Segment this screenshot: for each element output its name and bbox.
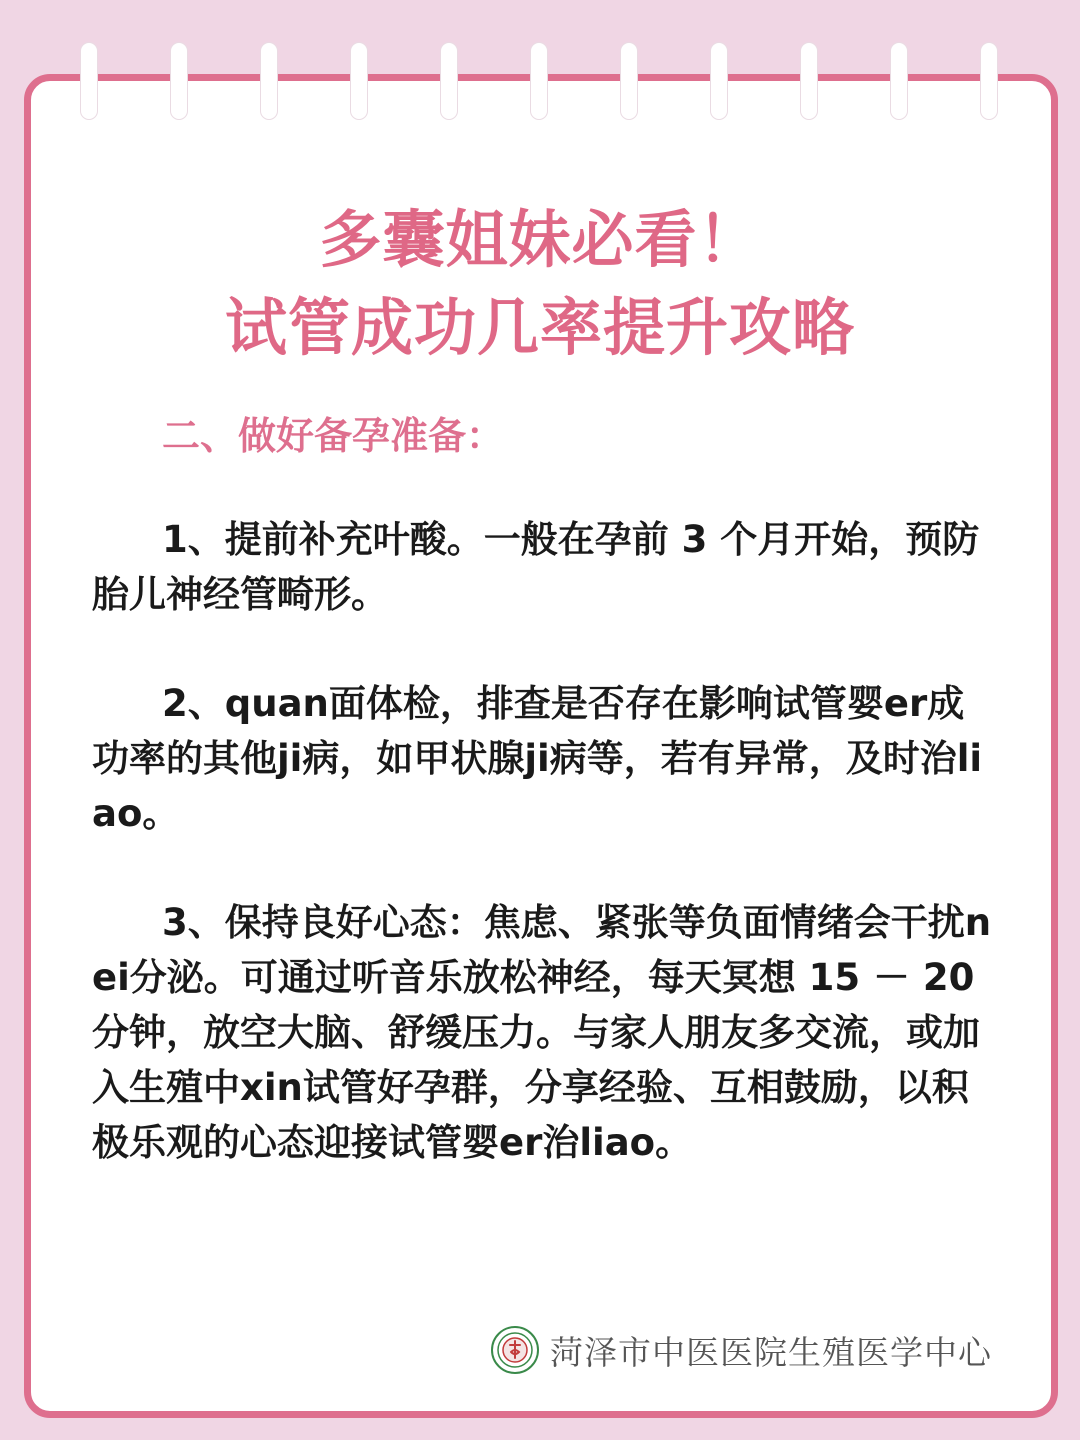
tip-paragraph-3: 3、保持良好心态：焦虑、紧张等负面情绪会干扰nei分泌。可通过听音乐放松神经，每天冥想 15 － 20 分钟，放空大脑、舒缓压力。与家人朋友多交流，或加入生殖中xin试管好孕群，分享经验、互相鼓励，以积极乐观的心态迎接试管婴er治liao。 — [92, 901, 992, 1164]
binder-ring — [980, 42, 998, 120]
binder-ring — [80, 42, 98, 120]
tip-paragraph-2: 2、quan面体检，排查是否存在影响试管婴er成功率的其他ji病，如甲状腺ji病等，若有异常，及时治liao。 — [92, 682, 983, 835]
binder-ring — [170, 42, 188, 120]
tip-paragraph-1: 1、提前补充叶酸。一般在孕前 3 个月开始，预防胎儿神经管畸形。 — [92, 518, 980, 616]
binder-ring — [350, 42, 368, 120]
hospital-logo-icon — [490, 1325, 540, 1375]
binder-rings — [0, 0, 1080, 140]
binder-ring — [530, 42, 548, 120]
section-heading: 二、做好备孕准备： — [162, 414, 505, 458]
binder-ring — [800, 42, 818, 120]
hospital-name: 菏泽市中医医院生殖医学中心 — [550, 1332, 992, 1372]
binder-ring — [260, 42, 278, 120]
binder-ring — [620, 42, 638, 120]
footer-signature — [490, 1322, 992, 1378]
binder-ring — [440, 42, 458, 120]
binder-ring — [710, 42, 728, 120]
page-title-line-1: 多囊姐妹必看！ — [319, 203, 761, 276]
page-title-line-2: 试管成功几率提升攻略 — [224, 291, 855, 364]
binder-ring — [890, 42, 908, 120]
